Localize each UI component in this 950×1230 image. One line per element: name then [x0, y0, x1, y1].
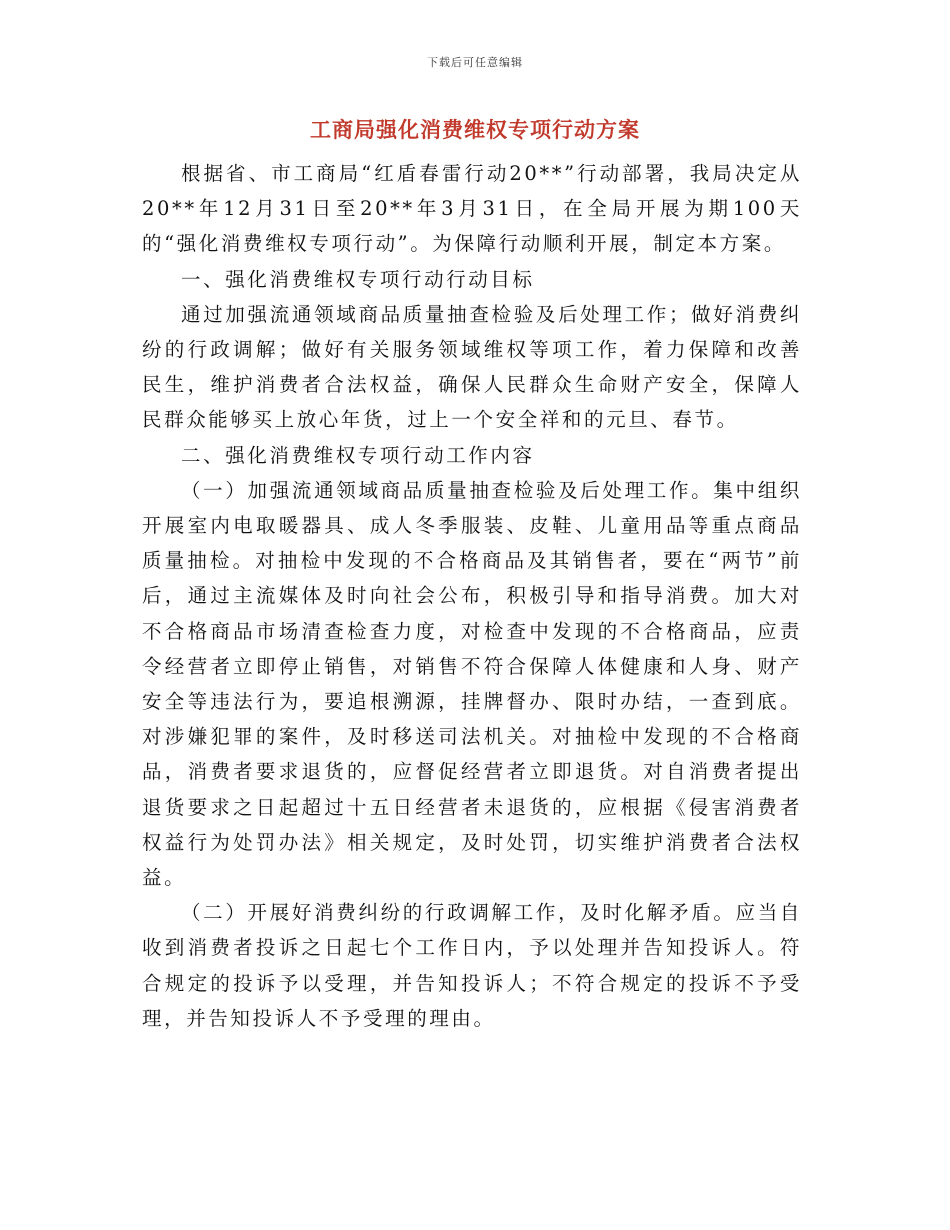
- document-body: [142, 156, 802, 1036]
- document-title: 工商局强化消费维权专项行动方案: [310, 117, 640, 142]
- page-header-note: 下载后可任意编辑: [427, 56, 523, 69]
- intro-paragraph: 根据省、市工商局“红盾春雷行动20**”行动部署，我局决定从20**年12月31日至20**年3月31日，在全局开展为期100天的“强化消费维权专项行动”。为保障行动顺利开展，制定本方案。: [142, 162, 802, 256]
- goals-paragraph: 通过加强流通领域商品质量抽查检验及后处理工作；做好消费纠纷的行政调解；做好有关服务领域维权等项工作，着力保障和改善民生，维护消费者合法权益，确保人民群众生命财产安全，保障人民群众能够买上放心年货，过上一个安全祥和的元旦、春节。: [142, 302, 802, 432]
- section-heading-goals: 一、强化消费维权专项行动行动目标: [181, 267, 535, 291]
- content-item-2-paragraph: （二）开展好消费纠纷的行政调解工作，及时化解矛盾。应当自收到消费者投诉之日起七个工作日内，予以处理并告知投诉人。符合规定的投诉予以受理，并告知投诉人；不符合规定的投诉不予受理，并告知投诉人不予受理的理由。: [142, 901, 802, 1030]
- section-heading-content: 二、强化消费维权专项行动工作内容: [181, 443, 535, 467]
- content-item-1-paragraph: （一）加强流通领域商品质量抽查检验及后处理工作。集中组织开展室内电取暖器具、成人冬季服装、皮鞋、儿童用品等重点商品质量抽检。对抽检中发现的不合格商品及其销售者，要在“两节”前后，通过主流媒体及时向社会公布，积极引导和指导消费。加大对不合格商品市场清查检查力度，对检查中发现的不合格商品，应责令经营者立即停止销售，对销售不符合保障人体健康和人身、财产安全等违法行为，要追根溯源，挂牌督办、限时办结，一查到底。对涉嫌犯罪的案件，及时移送司法机关。对抽检中发现的不合格商品，消费者要求退货的，应督促经营者立即退货。对自消费者提出退货要求之日起超过十五日经营者未退货的，应根据《侵害消费者权益行为处罚办法》相关规定，及时处罚，切实维护消费者合法权益。: [142, 478, 802, 890]
